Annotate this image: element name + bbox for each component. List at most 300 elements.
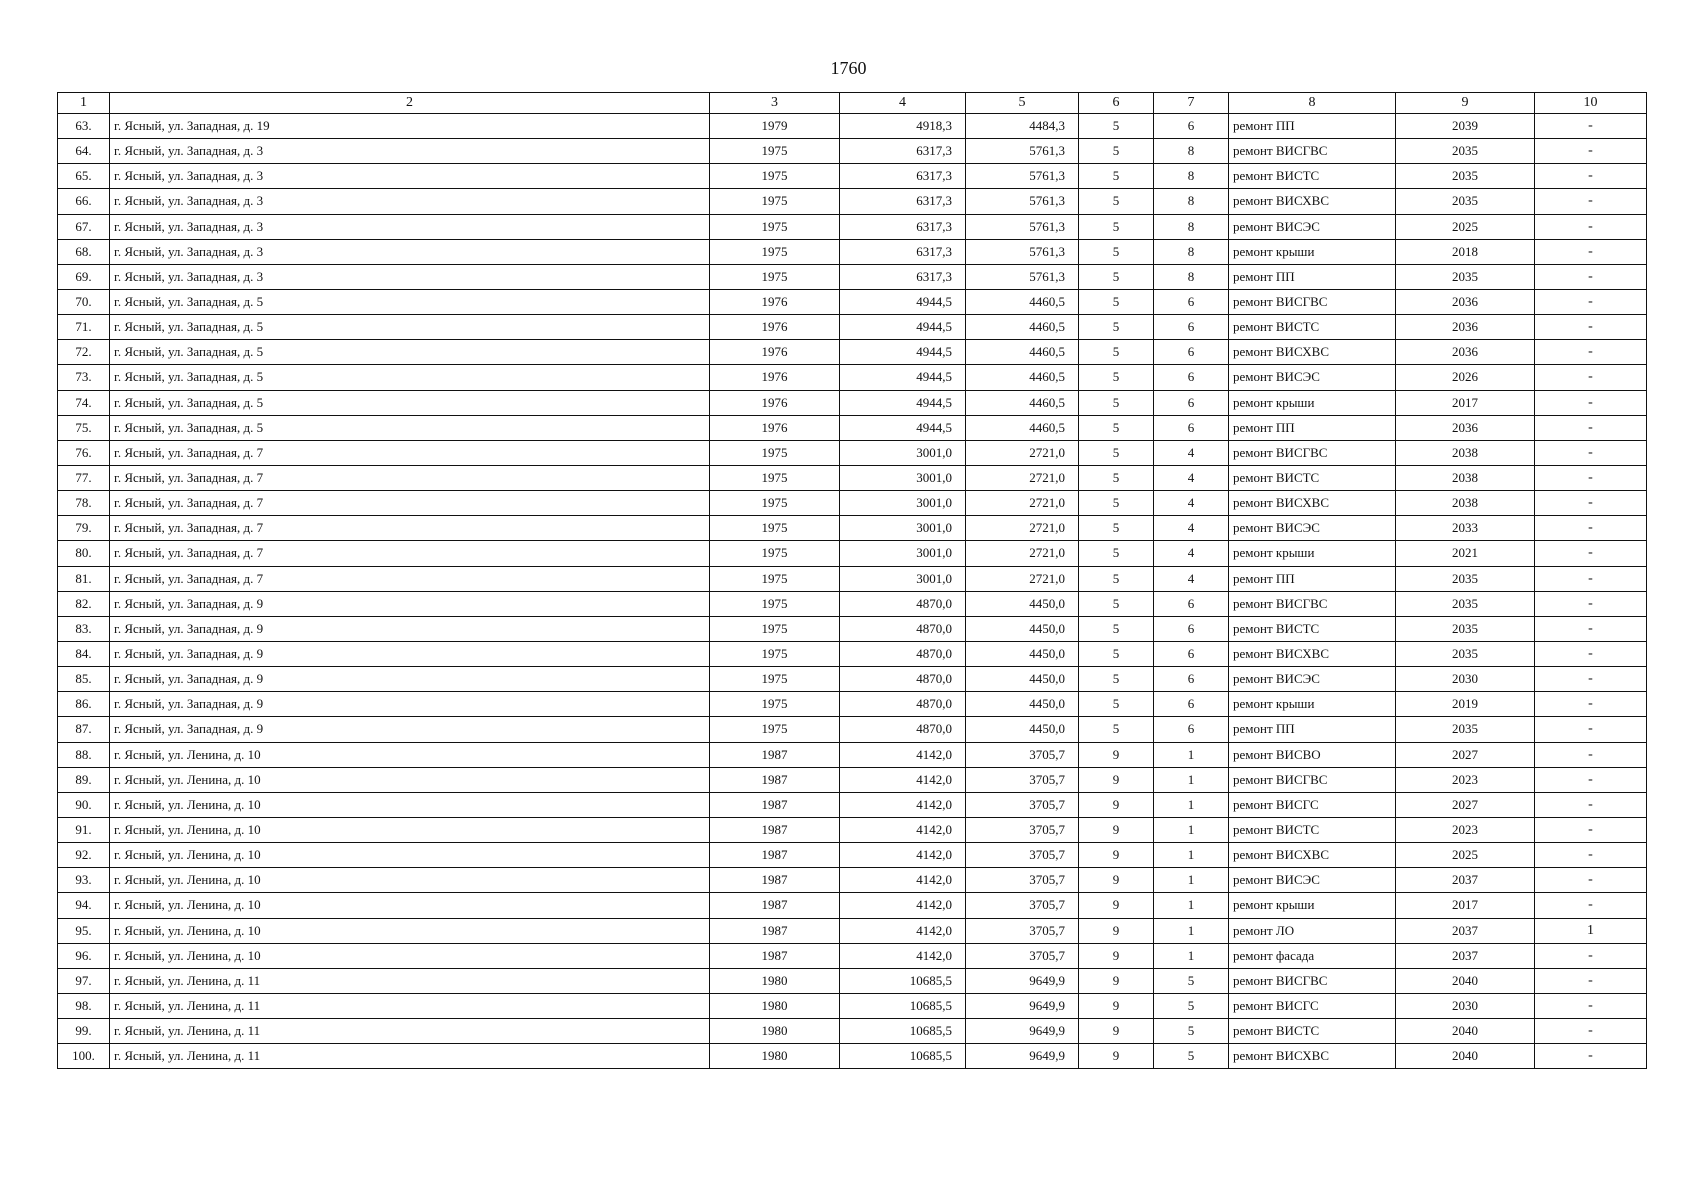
- column-header: 7: [1154, 93, 1229, 114]
- cell-repair-type: ремонт ВИСГВС: [1229, 440, 1396, 465]
- cell-repair-type: ремонт ВИСХВС: [1229, 843, 1396, 868]
- cell-floors: 5: [1079, 717, 1154, 742]
- column-header: 8: [1229, 93, 1396, 114]
- cell-floors: 9: [1079, 1019, 1154, 1044]
- cell-address: г. Ясный, ул. Западная, д. 5: [110, 390, 710, 415]
- cell-floors: 9: [1079, 993, 1154, 1018]
- cell-living-area: 2721,0: [966, 566, 1079, 591]
- cell-total-area: 3001,0: [840, 541, 966, 566]
- cell-note: -: [1535, 667, 1647, 692]
- cell-build-year: 1987: [710, 742, 840, 767]
- cell-build-year: 1975: [710, 465, 840, 490]
- cell-total-area: 10685,5: [840, 993, 966, 1018]
- cell-total-area: 4870,0: [840, 616, 966, 641]
- table-row: [58, 641, 1647, 666]
- cell-row-number: 79.: [58, 516, 110, 541]
- cell-entrances: 6: [1154, 415, 1229, 440]
- cell-repair-type: ремонт ВИСГС: [1229, 993, 1396, 1018]
- cell-total-area: 4142,0: [840, 742, 966, 767]
- cell-address: г. Ясный, ул. Западная, д. 3: [110, 264, 710, 289]
- cell-row-number: 70.: [58, 289, 110, 314]
- cell-build-year: 1975: [710, 616, 840, 641]
- cell-total-area: 4870,0: [840, 641, 966, 666]
- cell-living-area: 2721,0: [966, 440, 1079, 465]
- cell-floors: 5: [1079, 315, 1154, 340]
- cell-note: -: [1535, 742, 1647, 767]
- cell-floors: 5: [1079, 541, 1154, 566]
- cell-floors: 9: [1079, 968, 1154, 993]
- table-row: [58, 893, 1647, 918]
- table-row: [58, 491, 1647, 516]
- cell-row-number: 68.: [58, 239, 110, 264]
- cell-entrances: 8: [1154, 164, 1229, 189]
- table-row: [58, 1044, 1647, 1069]
- cell-living-area: 4460,5: [966, 365, 1079, 390]
- table-row: [58, 918, 1647, 943]
- cell-row-number: 72.: [58, 340, 110, 365]
- cell-build-year: 1975: [710, 214, 840, 239]
- table-row: [58, 415, 1647, 440]
- cell-total-area: 10685,5: [840, 968, 966, 993]
- cell-living-area: 5761,3: [966, 164, 1079, 189]
- cell-row-number: 93.: [58, 868, 110, 893]
- cell-total-area: 4918,3: [840, 114, 966, 139]
- cell-total-area: 4944,5: [840, 365, 966, 390]
- cell-note: -: [1535, 541, 1647, 566]
- cell-entrances: 1: [1154, 767, 1229, 792]
- cell-address: г. Ясный, ул. Ленина, д. 10: [110, 943, 710, 968]
- cell-planned-year: 2026: [1396, 365, 1535, 390]
- cell-total-area: 6317,3: [840, 164, 966, 189]
- cell-planned-year: 2038: [1396, 465, 1535, 490]
- cell-entrances: 1: [1154, 817, 1229, 842]
- cell-planned-year: 2040: [1396, 968, 1535, 993]
- cell-total-area: 4142,0: [840, 792, 966, 817]
- cell-floors: 9: [1079, 767, 1154, 792]
- cell-living-area: 4450,0: [966, 591, 1079, 616]
- cell-row-number: 90.: [58, 792, 110, 817]
- cell-build-year: 1976: [710, 340, 840, 365]
- cell-build-year: 1975: [710, 591, 840, 616]
- cell-address: г. Ясный, ул. Западная, д. 9: [110, 641, 710, 666]
- cell-build-year: 1975: [710, 139, 840, 164]
- cell-floors: 5: [1079, 465, 1154, 490]
- cell-planned-year: 2036: [1396, 340, 1535, 365]
- cell-floors: 5: [1079, 365, 1154, 390]
- cell-row-number: 75.: [58, 415, 110, 440]
- cell-living-area: 3705,7: [966, 943, 1079, 968]
- cell-planned-year: 2027: [1396, 792, 1535, 817]
- cell-total-area: 4142,0: [840, 843, 966, 868]
- cell-total-area: 10685,5: [840, 1044, 966, 1069]
- cell-repair-type: ремонт ПП: [1229, 566, 1396, 591]
- cell-entrances: 1: [1154, 742, 1229, 767]
- cell-row-number: 84.: [58, 641, 110, 666]
- cell-planned-year: 2035: [1396, 717, 1535, 742]
- cell-entrances: 5: [1154, 1044, 1229, 1069]
- cell-living-area: 9649,9: [966, 1044, 1079, 1069]
- cell-repair-type: ремонт крыши: [1229, 692, 1396, 717]
- cell-planned-year: 2035: [1396, 189, 1535, 214]
- cell-living-area: 4460,5: [966, 289, 1079, 314]
- cell-build-year: 1975: [710, 641, 840, 666]
- cell-living-area: 3705,7: [966, 893, 1079, 918]
- cell-entrances: 6: [1154, 390, 1229, 415]
- cell-living-area: 9649,9: [966, 993, 1079, 1018]
- cell-address: г. Ясный, ул. Западная, д. 3: [110, 214, 710, 239]
- cell-note: -: [1535, 591, 1647, 616]
- cell-note: 1: [1535, 918, 1647, 943]
- cell-row-number: 95.: [58, 918, 110, 943]
- cell-build-year: 1976: [710, 365, 840, 390]
- cell-note: -: [1535, 264, 1647, 289]
- cell-floors: 9: [1079, 893, 1154, 918]
- cell-floors: 9: [1079, 792, 1154, 817]
- table-row: [58, 817, 1647, 842]
- cell-entrances: 5: [1154, 1019, 1229, 1044]
- table-row: [58, 390, 1647, 415]
- cell-floors: 5: [1079, 440, 1154, 465]
- cell-total-area: 6317,3: [840, 264, 966, 289]
- cell-note: -: [1535, 415, 1647, 440]
- cell-planned-year: 2040: [1396, 1044, 1535, 1069]
- cell-floors: 5: [1079, 667, 1154, 692]
- cell-living-area: 4450,0: [966, 717, 1079, 742]
- cell-floors: 5: [1079, 591, 1154, 616]
- cell-build-year: 1980: [710, 1019, 840, 1044]
- table-row: [58, 792, 1647, 817]
- cell-planned-year: 2018: [1396, 239, 1535, 264]
- cell-entrances: 6: [1154, 365, 1229, 390]
- cell-repair-type: ремонт ВИСГВС: [1229, 139, 1396, 164]
- cell-floors: 9: [1079, 918, 1154, 943]
- cell-planned-year: 2036: [1396, 415, 1535, 440]
- cell-address: г. Ясный, ул. Западная, д. 3: [110, 189, 710, 214]
- cell-entrances: 6: [1154, 114, 1229, 139]
- cell-build-year: 1976: [710, 390, 840, 415]
- cell-repair-type: ремонт ВИСГС: [1229, 792, 1396, 817]
- cell-floors: 5: [1079, 491, 1154, 516]
- cell-repair-type: ремонт крыши: [1229, 541, 1396, 566]
- cell-row-number: 89.: [58, 767, 110, 792]
- cell-row-number: 87.: [58, 717, 110, 742]
- cell-planned-year: 2035: [1396, 591, 1535, 616]
- cell-build-year: 1987: [710, 843, 840, 868]
- cell-floors: 5: [1079, 692, 1154, 717]
- cell-entrances: 4: [1154, 541, 1229, 566]
- cell-planned-year: 2033: [1396, 516, 1535, 541]
- table-row: [58, 541, 1647, 566]
- cell-note: -: [1535, 893, 1647, 918]
- cell-row-number: 91.: [58, 817, 110, 842]
- page-number: 1760: [830, 58, 867, 78]
- column-header: 3: [710, 93, 840, 114]
- cell-living-area: 5761,3: [966, 189, 1079, 214]
- cell-planned-year: 2036: [1396, 289, 1535, 314]
- cell-row-number: 64.: [58, 139, 110, 164]
- table-row: [58, 868, 1647, 893]
- cell-total-area: 3001,0: [840, 566, 966, 591]
- cell-total-area: 4944,5: [840, 315, 966, 340]
- cell-living-area: 5761,3: [966, 264, 1079, 289]
- cell-address: г. Ясный, ул. Западная, д. 9: [110, 667, 710, 692]
- cell-build-year: 1975: [710, 541, 840, 566]
- cell-address: г. Ясный, ул. Ленина, д. 10: [110, 767, 710, 792]
- cell-note: -: [1535, 315, 1647, 340]
- table-row: [58, 516, 1647, 541]
- cell-total-area: 4142,0: [840, 817, 966, 842]
- cell-note: -: [1535, 717, 1647, 742]
- cell-build-year: 1975: [710, 264, 840, 289]
- cell-total-area: 4142,0: [840, 918, 966, 943]
- cell-repair-type: ремонт крыши: [1229, 893, 1396, 918]
- cell-planned-year: 2021: [1396, 541, 1535, 566]
- cell-note: -: [1535, 792, 1647, 817]
- cell-address: г. Ясный, ул. Западная, д. 9: [110, 692, 710, 717]
- cell-total-area: 4944,5: [840, 289, 966, 314]
- cell-floors: 5: [1079, 516, 1154, 541]
- cell-planned-year: 2030: [1396, 993, 1535, 1018]
- cell-repair-type: ремонт ВИСТС: [1229, 465, 1396, 490]
- cell-living-area: 4450,0: [966, 616, 1079, 641]
- cell-planned-year: 2037: [1396, 918, 1535, 943]
- cell-address: г. Ясный, ул. Западная, д. 5: [110, 315, 710, 340]
- cell-planned-year: 2038: [1396, 491, 1535, 516]
- cell-build-year: 1976: [710, 415, 840, 440]
- cell-row-number: 78.: [58, 491, 110, 516]
- cell-row-number: 86.: [58, 692, 110, 717]
- cell-planned-year: 2017: [1396, 390, 1535, 415]
- cell-repair-type: ремонт ВИСГВС: [1229, 767, 1396, 792]
- cell-floors: 9: [1079, 843, 1154, 868]
- cell-repair-type: ремонт крыши: [1229, 390, 1396, 415]
- cell-build-year: 1975: [710, 566, 840, 591]
- cell-total-area: 6317,3: [840, 239, 966, 264]
- cell-living-area: 4484,3: [966, 114, 1079, 139]
- table-row: [58, 465, 1647, 490]
- cell-row-number: 85.: [58, 667, 110, 692]
- table-row: [58, 692, 1647, 717]
- cell-address: г. Ясный, ул. Ленина, д. 11: [110, 993, 710, 1018]
- cell-repair-type: ремонт ЛО: [1229, 918, 1396, 943]
- cell-address: г. Ясный, ул. Ленина, д. 10: [110, 792, 710, 817]
- cell-repair-type: ремонт крыши: [1229, 239, 1396, 264]
- cell-build-year: 1987: [710, 893, 840, 918]
- cell-note: -: [1535, 491, 1647, 516]
- table-row: [58, 340, 1647, 365]
- table-row: [58, 968, 1647, 993]
- cell-address: г. Ясный, ул. Ленина, д. 10: [110, 918, 710, 943]
- cell-note: -: [1535, 516, 1647, 541]
- cell-floors: 5: [1079, 616, 1154, 641]
- cell-entrances: 8: [1154, 139, 1229, 164]
- cell-build-year: 1975: [710, 189, 840, 214]
- cell-build-year: 1975: [710, 239, 840, 264]
- cell-entrances: 8: [1154, 239, 1229, 264]
- cell-floors: 9: [1079, 868, 1154, 893]
- cell-note: -: [1535, 340, 1647, 365]
- cell-entrances: 1: [1154, 943, 1229, 968]
- cell-address: г. Ясный, ул. Западная, д. 5: [110, 415, 710, 440]
- cell-row-number: 69.: [58, 264, 110, 289]
- cell-living-area: 2721,0: [966, 491, 1079, 516]
- cell-planned-year: 2030: [1396, 667, 1535, 692]
- cell-total-area: 4142,0: [840, 868, 966, 893]
- cell-address: г. Ясный, ул. Западная, д. 3: [110, 139, 710, 164]
- cell-address: г. Ясный, ул. Западная, д. 7: [110, 566, 710, 591]
- cell-entrances: 4: [1154, 566, 1229, 591]
- cell-floors: 5: [1079, 164, 1154, 189]
- cell-total-area: 4142,0: [840, 767, 966, 792]
- table-row: [58, 365, 1647, 390]
- column-header: 4: [840, 93, 966, 114]
- cell-entrances: 6: [1154, 340, 1229, 365]
- cell-repair-type: ремонт ПП: [1229, 114, 1396, 139]
- cell-note: -: [1535, 189, 1647, 214]
- cell-living-area: 9649,9: [966, 968, 1079, 993]
- cell-note: -: [1535, 641, 1647, 666]
- cell-living-area: 5761,3: [966, 214, 1079, 239]
- cell-repair-type: ремонт ВИСТС: [1229, 1019, 1396, 1044]
- cell-living-area: 9649,9: [966, 1019, 1079, 1044]
- cell-build-year: 1979: [710, 114, 840, 139]
- cell-row-number: 63.: [58, 114, 110, 139]
- cell-build-year: 1976: [710, 289, 840, 314]
- cell-planned-year: 2019: [1396, 692, 1535, 717]
- cell-floors: 9: [1079, 817, 1154, 842]
- cell-build-year: 1980: [710, 968, 840, 993]
- cell-row-number: 94.: [58, 893, 110, 918]
- cell-repair-type: ремонт ВИСЭС: [1229, 667, 1396, 692]
- cell-living-area: 2721,0: [966, 516, 1079, 541]
- cell-row-number: 88.: [58, 742, 110, 767]
- cell-living-area: 4460,5: [966, 415, 1079, 440]
- cell-note: -: [1535, 289, 1647, 314]
- cell-repair-type: ремонт ПП: [1229, 717, 1396, 742]
- cell-repair-type: ремонт ВИСТС: [1229, 315, 1396, 340]
- cell-total-area: 10685,5: [840, 1019, 966, 1044]
- column-header: 6: [1079, 93, 1154, 114]
- cell-entrances: 4: [1154, 516, 1229, 541]
- cell-entrances: 1: [1154, 868, 1229, 893]
- cell-total-area: 4870,0: [840, 591, 966, 616]
- cell-total-area: 4142,0: [840, 943, 966, 968]
- column-header: 10: [1535, 93, 1647, 114]
- cell-address: г. Ясный, ул. Западная, д. 7: [110, 516, 710, 541]
- table-row: [58, 742, 1647, 767]
- cell-repair-type: ремонт ВИСТС: [1229, 164, 1396, 189]
- cell-note: -: [1535, 139, 1647, 164]
- cell-total-area: 6317,3: [840, 214, 966, 239]
- table-row: [58, 189, 1647, 214]
- cell-row-number: 73.: [58, 365, 110, 390]
- cell-note: -: [1535, 465, 1647, 490]
- cell-note: -: [1535, 1019, 1647, 1044]
- table-row: [58, 164, 1647, 189]
- cell-note: -: [1535, 214, 1647, 239]
- cell-living-area: 5761,3: [966, 239, 1079, 264]
- cell-entrances: 1: [1154, 843, 1229, 868]
- cell-note: -: [1535, 239, 1647, 264]
- cell-entrances: 6: [1154, 315, 1229, 340]
- cell-floors: 5: [1079, 139, 1154, 164]
- cell-build-year: 1975: [710, 667, 840, 692]
- cell-address: г. Ясный, ул. Западная, д. 3: [110, 164, 710, 189]
- cell-floors: 5: [1079, 566, 1154, 591]
- cell-build-year: 1975: [710, 440, 840, 465]
- cell-note: -: [1535, 692, 1647, 717]
- cell-entrances: 4: [1154, 465, 1229, 490]
- cell-planned-year: 2035: [1396, 139, 1535, 164]
- cell-build-year: 1987: [710, 817, 840, 842]
- column-header: 2: [110, 93, 710, 114]
- cell-build-year: 1975: [710, 717, 840, 742]
- table-row: [58, 289, 1647, 314]
- cell-row-number: 92.: [58, 843, 110, 868]
- cell-build-year: 1975: [710, 516, 840, 541]
- table-row: [58, 239, 1647, 264]
- table-row: [58, 440, 1647, 465]
- cell-build-year: 1987: [710, 792, 840, 817]
- cell-address: г. Ясный, ул. Западная, д. 9: [110, 591, 710, 616]
- cell-entrances: 6: [1154, 616, 1229, 641]
- cell-total-area: 4944,5: [840, 415, 966, 440]
- cell-address: г. Ясный, ул. Ленина, д. 10: [110, 868, 710, 893]
- cell-note: -: [1535, 943, 1647, 968]
- column-header: 9: [1396, 93, 1535, 114]
- cell-address: г. Ясный, ул. Ленина, д. 11: [110, 968, 710, 993]
- cell-floors: 5: [1079, 264, 1154, 289]
- cell-planned-year: 2035: [1396, 164, 1535, 189]
- cell-address: г. Ясный, ул. Ленина, д. 10: [110, 893, 710, 918]
- cell-living-area: 3705,7: [966, 918, 1079, 943]
- cell-floors: 5: [1079, 289, 1154, 314]
- cell-entrances: 4: [1154, 491, 1229, 516]
- cell-repair-type: ремонт ВИСХВС: [1229, 340, 1396, 365]
- cell-row-number: 65.: [58, 164, 110, 189]
- cell-total-area: 4142,0: [840, 893, 966, 918]
- cell-address: г. Ясный, ул. Ленина, д. 10: [110, 742, 710, 767]
- cell-floors: 5: [1079, 214, 1154, 239]
- cell-repair-type: ремонт ВИСВО: [1229, 742, 1396, 767]
- cell-living-area: 2721,0: [966, 465, 1079, 490]
- cell-living-area: 3705,7: [966, 792, 1079, 817]
- column-header: 5: [966, 93, 1079, 114]
- cell-planned-year: 2035: [1396, 264, 1535, 289]
- cell-planned-year: 2017: [1396, 893, 1535, 918]
- table-row: [58, 114, 1647, 139]
- cell-planned-year: 2035: [1396, 641, 1535, 666]
- cell-address: г. Ясный, ул. Западная, д. 5: [110, 289, 710, 314]
- table-row: [58, 591, 1647, 616]
- cell-repair-type: ремонт ВИСХВС: [1229, 189, 1396, 214]
- cell-living-area: 3705,7: [966, 843, 1079, 868]
- cell-entrances: 6: [1154, 591, 1229, 616]
- cell-planned-year: 2037: [1396, 943, 1535, 968]
- column-header: 1: [58, 93, 110, 114]
- cell-entrances: 5: [1154, 968, 1229, 993]
- cell-row-number: 96.: [58, 943, 110, 968]
- cell-living-area: 3705,7: [966, 767, 1079, 792]
- cell-repair-type: ремонт ВИСЭС: [1229, 214, 1396, 239]
- table-row: [58, 315, 1647, 340]
- cell-address: г. Ясный, ул. Ленина, д. 11: [110, 1019, 710, 1044]
- cell-note: -: [1535, 440, 1647, 465]
- cell-living-area: 3705,7: [966, 817, 1079, 842]
- cell-total-area: 4944,5: [840, 340, 966, 365]
- cell-build-year: 1976: [710, 315, 840, 340]
- cell-build-year: 1987: [710, 767, 840, 792]
